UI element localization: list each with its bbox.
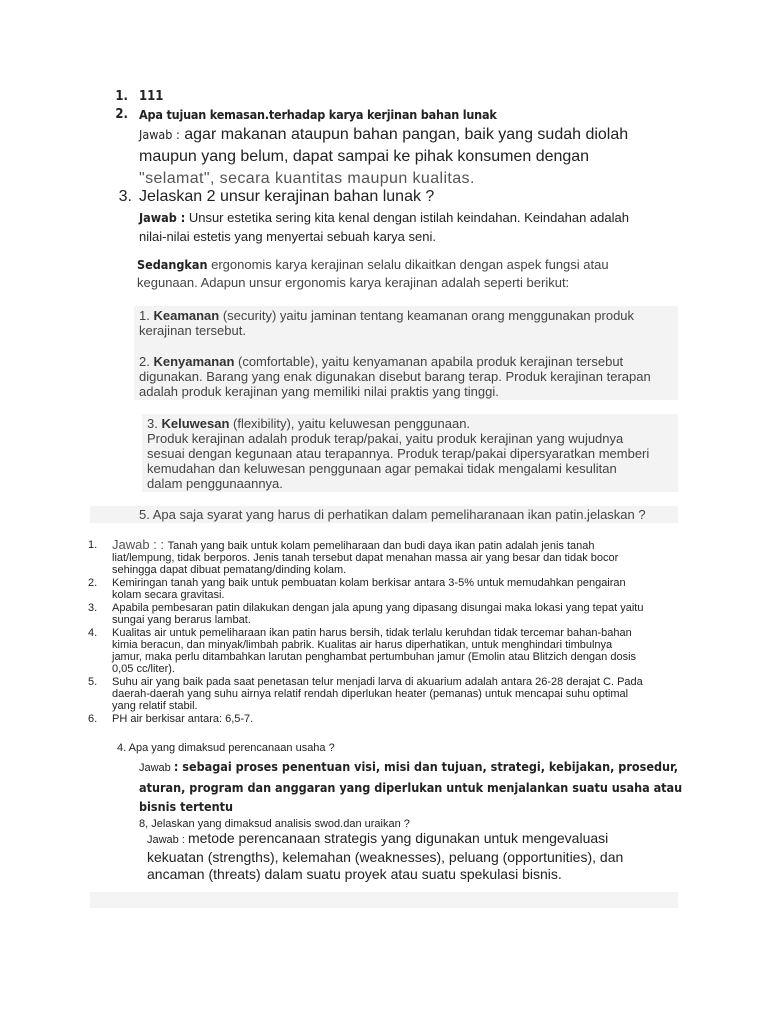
- q3-question: Jelaskan 2 unsur kerajinan bahan lunak ?: [139, 188, 435, 205]
- q3-answer-row1: [139, 208, 699, 227]
- q8-answer-line1: metode perencanaan strategis yang digunakan untuk mengevaluasi: [187, 830, 609, 846]
- q3-answer-line2: nilai-nilai estetis yang menyertai sebuah karya seni.: [139, 229, 436, 244]
- q5-item-1-line3: sehingga dapat dibuat pematang/dinding kolam.: [112, 564, 347, 576]
- q3-item3-line3: sesuai dengan kegunaan atau terapannya. Produk terap/pakai dipersyaratkan memberi: [147, 446, 650, 461]
- q3-item2-prefix: 2.: [139, 354, 154, 369]
- q8-answer-line3: ancaman (threats) dalam suatu proyek atau suatu spekulasi bisnis.: [147, 866, 562, 882]
- q2-answer-line3: "selamat", secara kuantitas maupun kualitas.: [139, 170, 475, 187]
- q5-item-3-line1: Apabila pembesaran patin dilakukan dengan jala apung yang dipasang disungai maka lokasi yang tepat yaitu: [112, 602, 644, 614]
- q5-list-item: [88, 676, 688, 712]
- q3-item3-prefix: 3.: [147, 416, 162, 431]
- q3-item2-row1: [139, 354, 684, 369]
- q5-item-3-line2: sungai yang berarus lambat.: [112, 614, 251, 626]
- q3-item-kenyamanan: [139, 354, 684, 399]
- q3-item2-line2: digunakan. Barang yang enak digunakan disebut barang terap. Produk kerajinan terapan: [139, 369, 651, 384]
- q2-question: Apa tujuan kemasan.terhadap karya kerjinan bahan lunak: [139, 107, 497, 122]
- q3-item2-term: Kenyamanan: [153, 354, 235, 369]
- q8-answer-row1: [147, 830, 692, 849]
- q5-answer-list: [88, 539, 688, 725]
- q5-list-item: [88, 627, 688, 675]
- q4-question: 4. Apa yang dimaksud perencanaan usaha ?: [117, 742, 335, 754]
- q3-answer-line1: Unsur estetika sering kita kenal dengan istilah keindahan. Keindahan adalah: [185, 210, 629, 225]
- q5-item-2-line1: Kemiringan tanah yang baik untuk pembuatan kolam berkisar antara 3-5% untuk memudahkan pengairan: [112, 577, 626, 589]
- q3-answer: [139, 208, 699, 246]
- q5-item-4-line2: kimia beracun, dan minyak/limbah pabrik. Kualitas air harus diperhatikan, untuk menghindari timbulnya: [112, 639, 613, 651]
- q4-answer-line1: : sebagai proses penentuan visi, misi dan tujuan, strategi, kebijakan, prosedur,: [173, 759, 678, 774]
- q2-answer-row1: [139, 124, 699, 146]
- q1-number: 1.: [115, 89, 128, 104]
- q3-item1-line1: (security) yaitu jaminan tentang keamanan orang menggunakan produk: [219, 308, 635, 323]
- q3-item3-term: Keluwesan: [161, 416, 230, 431]
- q3-item3-line5: dalam penggunaannya.: [147, 476, 283, 491]
- q4-answer-row1: [139, 757, 699, 778]
- q3-item3-line2: Produk kerajinan adalah produk terap/pakai, yaitu produk kerajinan yang wujudnya: [147, 431, 624, 446]
- q4-answer: [139, 757, 699, 816]
- q5-item-1-line1: Tanah yang baik untuk kolam pemeliharaan dan budi daya ikan patin adalah jenis tanah: [167, 540, 595, 552]
- q5-item-2-number: 2.: [88, 577, 98, 589]
- q5-item-4-line4: 0,05 cc/liter).: [112, 663, 175, 675]
- q8-answer-line2: kekuatan (strengths), kelemahan (weaknesses), peluang (opportunities), dan: [147, 849, 624, 865]
- q2-answer-label: Jawab :: [139, 127, 180, 142]
- q8-question: 8, Jelaskan yang dimaksud analisis swod.dan uraikan ?: [139, 818, 410, 830]
- q3-item1-term: Keamanan: [153, 308, 220, 323]
- q5-item-4-line3: jamur, maka perlu ditambahkan larutan penghambat pertumbuhan jamur (Emolin atau Blitzich dengan dosis: [112, 651, 637, 663]
- q8-answer-label: Jawab :: [147, 834, 188, 846]
- q3-item2-line3: adalah produk kerajinan yang memiliki nilai praktis yang tinggi.: [139, 384, 499, 399]
- q5-list-item: [88, 713, 688, 725]
- q5-item-1-line2: liat/lempung, tidak berporos. Jenis tanah tersebut dapat menahan massa air yang besar dan tidak bocor: [112, 552, 619, 564]
- q5-item-1-row1: [112, 539, 688, 552]
- q4-answer-label: Jawab: [139, 762, 174, 774]
- q5-item-4-number: 4.: [88, 627, 98, 639]
- q5-item-6-line1: PH air berkisar antara: 6,5-7.: [112, 713, 254, 725]
- q5-item-2-line2: kolam secara gravitasi.: [112, 589, 225, 601]
- q3-answer-label: Jawab :: [139, 210, 186, 225]
- q2-answer-line1: agar makanan ataupun bahan pangan, baik yang sudah diolah: [179, 126, 629, 143]
- q2-answer: [139, 124, 699, 190]
- q3-para-row1: [137, 256, 697, 274]
- q3-item1-line2: kerajinan tersebut.: [139, 323, 246, 338]
- q3-item3-row1: [147, 416, 682, 431]
- q5-item-5-number: 5.: [88, 676, 98, 688]
- q5-item-3-number: 3.: [88, 602, 98, 614]
- q5-list-item: [88, 602, 688, 626]
- q3-number: 3.: [118, 188, 132, 205]
- q5-item-5-line2: daerah-daerah yang suhu airnya relatif rendah diperlukan heater (pemanas) untuk mencapai suhu optimal: [112, 688, 629, 700]
- q3-item-keluwesan: [147, 416, 682, 491]
- q5-question: 5. Apa saja syarat yang harus di perhatikan dalam pemeliharanaan ikan patin.jelaskan ?: [139, 507, 646, 522]
- q5-item-1-label: Jawab : :: [112, 537, 168, 552]
- q3-item2-line1: (comfortable), yaitu kenyamanan apabila produk kerajinan tersebut: [234, 354, 624, 369]
- q3-item-keamanan: [139, 308, 679, 338]
- q3-ergonomis-paragraph: [137, 256, 697, 292]
- q3-para-line1: ergonomis karya kerajinan selalu dikaitkan dengan aspek fungsi atau: [207, 257, 609, 272]
- q5-item-5-line1: Suhu air yang baik pada saat penetasan telur menjadi larva di akuarium adalah antara 26-28 derajat C. Pada: [112, 676, 643, 688]
- q5-item-6-number: 6.: [88, 713, 98, 725]
- q3-item3-line1: (flexibility), yaitu keluwesan penggunaan.: [229, 416, 471, 431]
- q3-item3-line4: kemudahan dan keluwesan penggunaan agar pemakai tidak mengalami kesulitan: [147, 461, 617, 476]
- q4-answer-line3: bisnis tertentu: [139, 799, 234, 814]
- q2-number: 2.: [115, 107, 128, 122]
- q5-item-4-line1: Kualitas air untuk pemeliharaan ikan patin harus bersih, tidak terlalu keruhdan tidak tercemar bahan-bahan: [112, 627, 632, 639]
- q3-para-lead: Sedangkan: [137, 257, 208, 272]
- q3-item1-prefix: 1.: [139, 308, 154, 323]
- q8-answer: [147, 830, 692, 883]
- q4-answer-line2: aturan, program dan anggaran yang diperlukan untuk menjalankan suatu usaha atau: [139, 780, 683, 795]
- shaded-block-bottom: [90, 892, 678, 908]
- q5-list-item: [88, 539, 688, 576]
- q2-answer-line2: maupun yang belum, dapat sampai ke pihak konsumen dengan: [139, 148, 590, 165]
- q5-list-item: [88, 577, 688, 601]
- q5-item-1-number: 1.: [88, 539, 98, 551]
- q3-item1-row1: [139, 308, 679, 323]
- q3-para-line2: kegunaan. Adapun unsur ergonomis karya kerajinan adalah seperti berikut:: [137, 275, 570, 290]
- q5-item-5-line3: yang relatif stabil.: [112, 700, 198, 712]
- q1-text: 111: [139, 89, 164, 104]
